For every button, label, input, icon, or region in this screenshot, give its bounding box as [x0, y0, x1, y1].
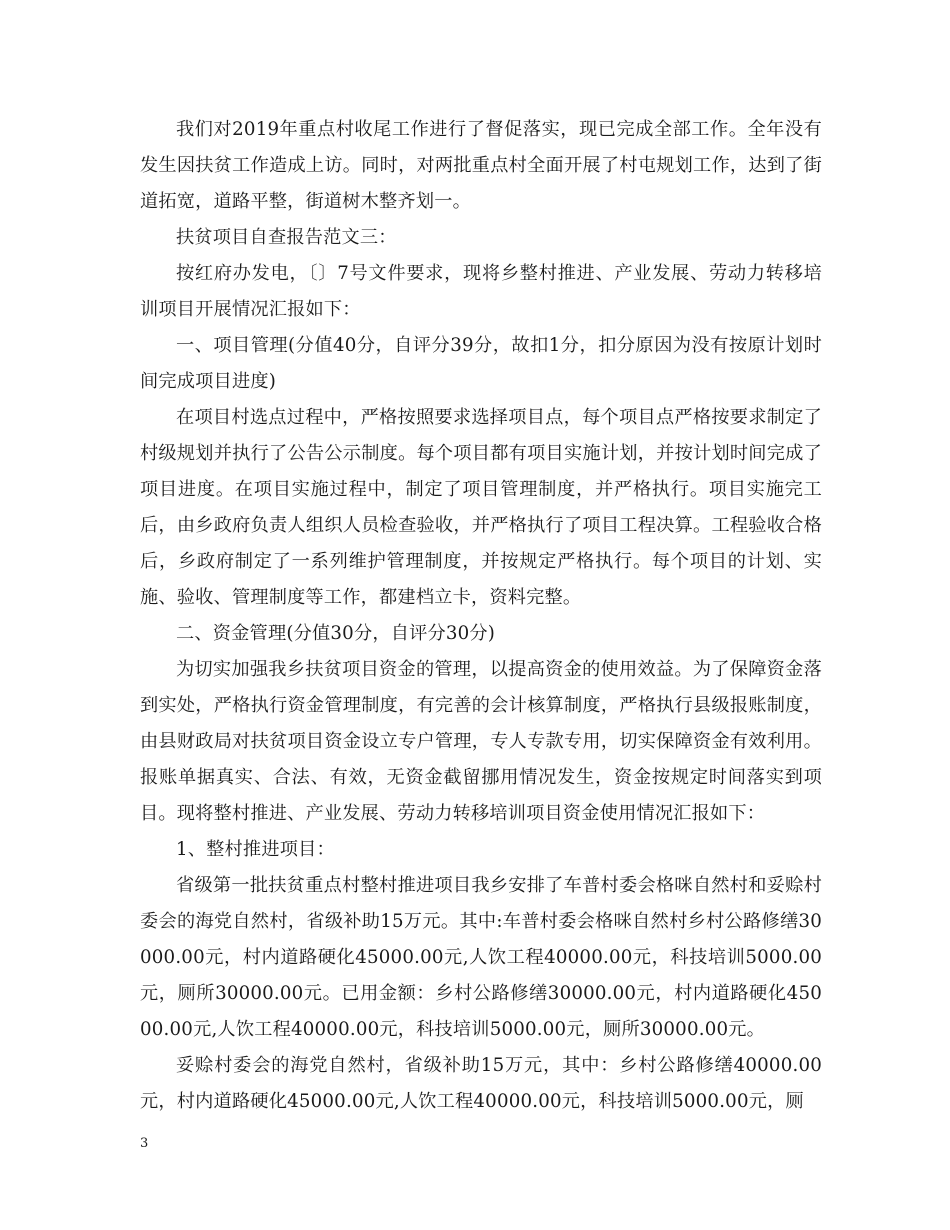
- paragraph-village-project-details: 省级第一批扶贫重点村整村推进项目我乡安排了车普村委会格咪自然村和妥赊村委会的海党自然村，省级补助15万元。其中:车普村委会格咪自然村乡村公路修缮30000.00元，村内道路硬化45000.00元,人饮工程40000.00元，科技培训5000.00元，厕所30000.00元。已用金额：乡村公路修缮30000.00元，村内道路硬化45000.00元,人饮工程40000.00元，科技培训5000.00元，厕所30000.00元。: [140, 875, 822, 1040]
- paragraph-completion-summary: 我们对2019年重点村收尾工作进行了督促落实，现已完成全部工作。全年没有发生因扶贫工作造成上访。同时，对两批重点村全面开展了村屯规划工作，达到了街道拓宽，道路平整，街道树木整齐划一。: [140, 119, 822, 212]
- subheading-village-project: 1、整村推进项目：: [176, 839, 335, 860]
- paragraph-project-management: 在项目村选点过程中，严格按照要求选择项目点，每个项目点严格按要求制定了村级规划并执行了公告公示制度。每个项目都有项目实施计划，并按计划时间完成了项目进度。在项目实施过程中，制定了项目管理制度，并严格执行。项目实施完工后，由乡政府负责人组织人员检查验收，并严格执行了项目工程决算。工程验收合格后，乡政府制定了一系列维护管理制度，并按规定严格执行。每个项目的计划、实施、验收、管理制度等工作，都建档立卡，资料完整。: [140, 407, 822, 608]
- paragraph-sample-heading: 扶贫项目自查报告范文三：: [176, 227, 397, 248]
- document-body: [140, 112, 822, 1120]
- section-heading-project-management: 一、项目管理(分值40分，自评分39分，故扣1分，扣分原因为没有按原计划时间完成项目进度): [140, 335, 822, 392]
- section-heading-fund-management: 二、资金管理(分值30分，自评分30分): [176, 623, 496, 644]
- paragraph-fund-management: 为切实加强我乡扶贫项目资金的管理，以提高资金的使用效益。为了保障资金落到实处，严格执行资金管理制度，有完善的会计核算制度，严格执行县级报账制度，由县财政局对扶贫项目资金设立专户管理，专人专款专用，切实保障资金有效利用。报账单据真实、合法、有效，无资金截留挪用情况发生，资金按规定时间落实到项目。现将整村推进、产业发展、劳动力转移培训项目资金使用情况汇报如下：: [140, 659, 822, 824]
- paragraph-haidang-village: 妥赊村委会的海党自然村，省级补助15万元，其中：乡村公路修缮40000.00元，村内道路硬化45000.00元,人饮工程40000.00元，科技培训5000.00元，厕: [140, 1055, 822, 1112]
- page-number: 3: [140, 1136, 149, 1151]
- paragraph-report-intro: 按红府办发电，〔〕7号文件要求，现将乡整村推进、产业发展、劳动力转移培训项目开展情况汇报如下：: [140, 263, 822, 320]
